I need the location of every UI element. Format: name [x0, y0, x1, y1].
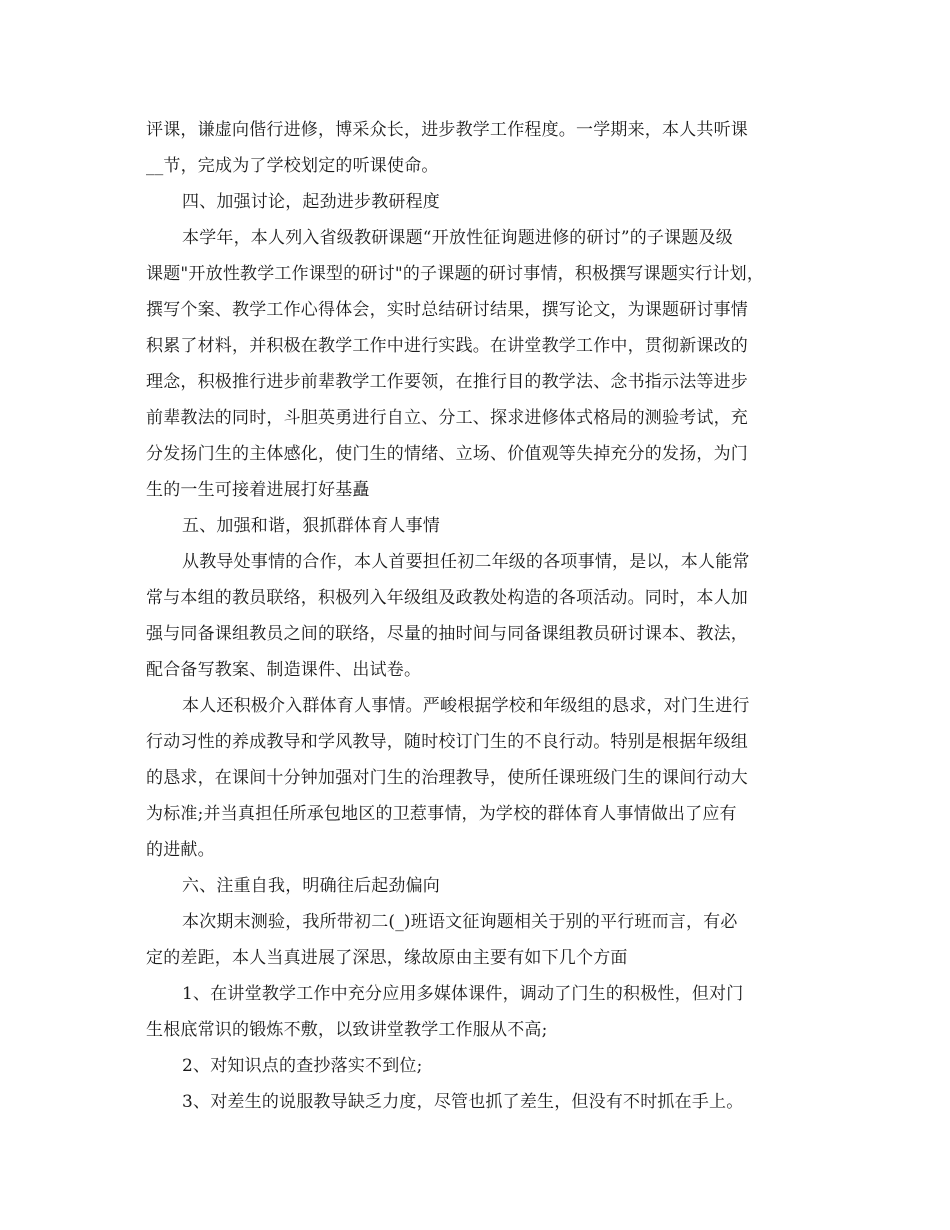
paragraph-line: 定的差距，本人当真进展了深思，缘故原由主要有如下几个方面	[146, 948, 628, 968]
paragraph-line: 为标准;并当真担任所承包地区的卫惹事情，为学校的群体育人事情做出了应有	[146, 804, 737, 824]
paragraph-line: 强与同备课组教员之间的联络，尽量的抽时间与同备课组教员研讨课本、教法，	[146, 624, 748, 644]
paragraph-line: 的恳求，在课间十分钟加强对门生的治理教导，使所任课班级门生的课间行动大	[146, 768, 748, 788]
paragraph-line: 配合备写教案、制造课件、出试卷。	[146, 660, 422, 680]
paragraph-line: __节，完成为了学校划定的听课使命。	[146, 156, 439, 176]
section-heading-5: 五、加强和谐，狠抓群体育人事情	[182, 516, 440, 536]
paragraph-line: 分发扬门生的主体感化，使门生的情绪、立场、价值观等失掉充分的发扬，为门	[146, 444, 748, 464]
section-heading-6: 六、注重自我，明确往后起劲偏向	[182, 876, 440, 896]
paragraph-line: 行动习性的养成教导和学风教导，随时校订门生的不良行动。特别是根据年级组	[146, 732, 748, 752]
paragraph-line: 前辈教法的同时，斗胆英勇进行自立、分工、探求进修体式格局的测验考试，充	[146, 408, 748, 428]
paragraph-line: 生的一生可接着进展打好基矗	[146, 480, 370, 500]
paragraph-line: 撰写个案、教学工作心得体会，实时总结研讨结果，撰写论文，为课题研讨事情	[146, 300, 748, 320]
section-heading-4: 四、加强讨论，起劲进步教研程度	[182, 192, 440, 212]
list-item-2: 2、对知识点的查抄落实不到位;	[182, 1056, 423, 1076]
list-item-1: 1、在讲堂教学工作中充分应用多媒体课件，调动了门生的积极性，但对门	[182, 984, 744, 1004]
paragraph-line: 本人还积极介入群体育人事情。严峻根据学校和年级组的恳求，对门生进行	[182, 696, 750, 716]
paragraph-line: 课题"开放性教学工作课型的研讨"的子课题的研讨事情，积极撰写课题实行计划，	[146, 264, 765, 284]
paragraph-line: 积累了材料，并积极在教学工作中进行实践。在讲堂教学工作中，贯彻新课改的	[146, 336, 748, 356]
paragraph-line: 从教导处事情的合作，本人首要担任初二年级的各项事情，是以，本人能常	[182, 552, 750, 572]
paragraph-line: 常与本组的教员联络，积极列入年级组及政教处构造的各项活动。同时，本人加	[146, 588, 748, 608]
paragraph-line: 评课，谦虚向偕行进修，博采众长，进步教学工作程度。一学期来，本人共听课	[146, 120, 748, 140]
paragraph-line: 理念，积极推行进步前辈教学工作要领，在推行目的教学法、念书指示法等进步	[146, 372, 748, 392]
paragraph-line: 生根底常识的锻炼不敷，以致讲堂教学工作服从不高;	[146, 1020, 548, 1040]
paragraph-line: 本学年，本人列入省级教研课题“开放性征询题进修的研讨”的子课题及级	[182, 228, 733, 248]
paragraph-line: 的进献。	[146, 840, 215, 860]
list-item-3: 3、对差生的说服教导缺乏力度，尽管也抓了差生，但没有不时抓在手上。	[182, 1092, 744, 1112]
paragraph-line: 本次期末测验，我所带初二(_)班语文征询题相关于别的平行班而言，有必	[182, 912, 738, 932]
